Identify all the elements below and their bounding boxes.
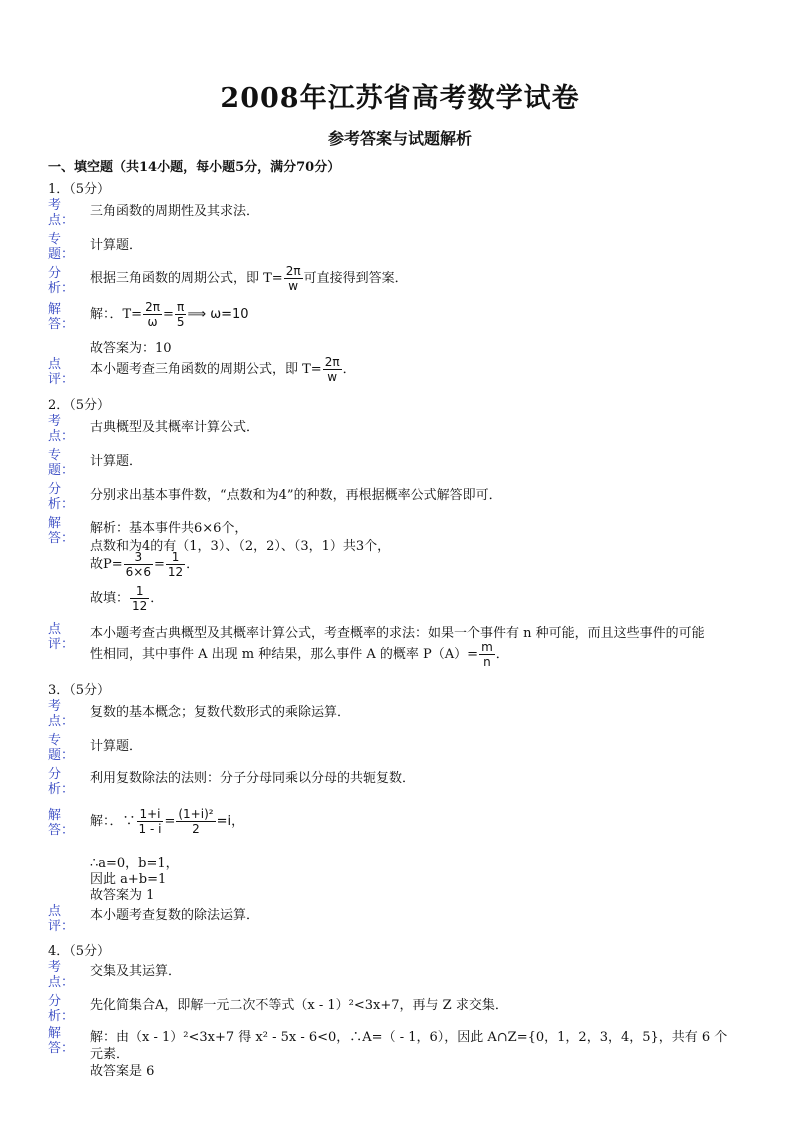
q1-jie-frac2-num: π: [175, 300, 187, 315]
q2-jie4-post: ．: [150, 591, 164, 606]
q3-jie-frac1-den: 1 - i: [138, 822, 162, 836]
page-subtitle: 参考答案与试题解析: [327, 129, 472, 148]
q2-jie3-post: ．: [186, 557, 200, 572]
q1-zhuanti-text: 计算题．: [90, 238, 143, 253]
q1-dian-fraction: [323, 355, 342, 384]
q1-jieda-text: [90, 300, 249, 329]
q2-jie3-frac1-num: 3: [124, 550, 153, 565]
q3-fenxi-text: 利用复数除法的法则：分子分母同乘以分母的共轭复数．: [90, 771, 416, 786]
q1-dianping-label: 点评：: [48, 357, 75, 387]
q1-jie-pre: 解：．T=: [90, 307, 143, 322]
q3-jie-frac2-den: 2: [192, 822, 200, 836]
q1-fenxi-num: 2π: [285, 264, 301, 278]
q2-jie4-num: 1: [130, 584, 149, 599]
q4-fenxi-text: 先化简集合A，即解一元二次不等式（x - 1）²<3x+7，再与 Z 求交集．: [90, 998, 508, 1013]
q3-jie-frac1: [137, 807, 164, 836]
q1-kaodian-text: 三角函数的周期性及其求法．: [90, 204, 260, 219]
q1-fenxi-label: 分析：: [48, 266, 75, 296]
q1-jie-frac2-den: 5: [176, 315, 185, 329]
q1-answer: 故答案为：10: [90, 341, 172, 356]
q4-jieda-label: 解答：: [48, 1026, 75, 1056]
q2-jie3-frac2-den: 12: [167, 565, 184, 579]
q1-jie-post: ⟹ ω=10: [187, 307, 249, 322]
q2-jie4-pre: 故填：: [90, 591, 130, 606]
q2-fenxi-text: 分别求出基本事件数，“点数和为4”的种数，再根据概率公式解答即可．: [90, 488, 502, 503]
q2-fenxi-label: 分析：: [48, 482, 75, 512]
q3-kaodian-label: 考点：: [48, 699, 75, 729]
question-4-number: 4．（5分）: [48, 944, 111, 959]
q4-kaodian-label: 考点：: [48, 960, 75, 990]
q3-jie-frac2: [176, 807, 215, 836]
q3-line2: ∴a=0，b=1，: [90, 856, 179, 871]
q2-jie3-pre: 故P=: [90, 557, 123, 572]
q2-dian-line1: 本小题考查古典概型及其概率计算公式，考查概率的求法：如果一个事件有 n 种可能，而且这些事件的可能: [90, 626, 705, 641]
q2-dian2-fraction: [479, 640, 495, 669]
q2-kaodian-text: 古典概型及其概率计算公式．: [90, 420, 260, 435]
q2-jie3-eq: =: [153, 557, 165, 572]
question-3-number: 3．（5分）: [48, 683, 111, 698]
q2-jie-line1: 解析：基本事件共6×6个，: [90, 521, 248, 536]
q4-jie-line1: 解：由（x - 1）²<3x+7 得 x² - 5x - 6<0，∴A=（ - 1，6），因此 A∩Z={0，1，2，3，4，5}，共有 6 个: [90, 1030, 728, 1045]
q2-dian2-pre: 性相同，其中事件 A 出现 m 种结果，那么事件 A 的概率 P（A）=: [90, 647, 479, 662]
q2-jieda-label: 解答：: [48, 516, 75, 546]
q4-jie-line2: 元素．: [90, 1047, 130, 1062]
q1-kaodian-label: 考点：: [48, 198, 75, 228]
q1-jie-frac1-den: ω: [147, 315, 158, 329]
q2-jie-line2: 点数和为4的有（1，3）、（2，2）、（3，1）共3个，: [90, 539, 391, 554]
q3-fenxi-label: 分析：: [48, 767, 75, 797]
q4-fenxi-label: 分析：: [48, 994, 75, 1024]
q2-jie4-fraction: [130, 584, 149, 613]
q3-zhuanti-text: 计算题．: [90, 739, 143, 754]
q2-zhuanti-label: 专题：: [48, 448, 75, 478]
q1-fenxi-post: 可直接得到答案．: [303, 271, 408, 286]
q2-jie-line4: [90, 584, 163, 613]
q2-jie4-den: 12: [132, 599, 148, 613]
q3-dianping-text: 本小题考查复数的除法运算．: [90, 908, 260, 923]
q3-jie-eq: =: [164, 814, 176, 829]
section-heading: 一、填空题（共14小题，每小题5分，满分70分）: [48, 160, 341, 175]
q1-fenxi-fraction: [284, 264, 303, 293]
q3-jie-frac2-num: (1+i)²: [178, 807, 214, 821]
q2-kaodian-label: 考点：: [48, 414, 75, 444]
q2-jie-line3: [90, 550, 199, 579]
q1-zhuanti-label: 专题：: [48, 232, 75, 262]
q1-dian-num: 2π: [324, 355, 340, 369]
q1-fenxi-text: [90, 264, 408, 293]
question-2-number: 2．（5分）: [48, 398, 111, 413]
q2-dian2-num: m: [481, 640, 493, 654]
q1-dianping-text: [90, 355, 356, 384]
q1-dian-pre: 本小题考查三角函数的周期公式，即 T=: [90, 362, 322, 377]
q1-fenxi-den: w: [288, 279, 299, 293]
q1-jie-eq: =: [162, 307, 174, 322]
q1-jie-frac2: [175, 300, 187, 329]
q2-dian2-post: ．: [495, 647, 509, 662]
q2-zhuanti-text: 计算题．: [90, 454, 143, 469]
q3-kaodian-text: 复数的基本概念；复数代数形式的乘除运算．: [90, 705, 351, 720]
q2-dianping-label: 点评：: [48, 622, 75, 652]
q2-dian-line2: [90, 640, 509, 669]
q3-answer: 故答案为 1: [90, 888, 155, 903]
q3-zhuanti-label: 专题：: [48, 733, 75, 763]
q2-jie3-frac1: [124, 550, 153, 579]
q1-jie-frac1-num: 2π: [145, 300, 160, 314]
q3-dianping-label: 点评：: [48, 904, 75, 934]
q1-jieda-label: 解答：: [48, 302, 75, 332]
page-title: 2008年江苏省高考数学试卷: [220, 83, 580, 114]
q2-jie3-frac2-num: 1: [166, 550, 185, 565]
q3-jie-post: =i，: [216, 814, 245, 829]
q3-jie-pre: 解：．∵: [90, 814, 136, 829]
q1-dian-den: w: [327, 370, 338, 384]
q4-kaodian-text: 交集及其运算．: [90, 964, 182, 979]
q3-jieda-text: [90, 807, 244, 836]
q2-dian2-den: n: [483, 655, 491, 669]
q4-answer: 故答案是 6: [90, 1064, 155, 1079]
q1-fenxi-pre: 根据三角函数的周期公式，即 T=: [90, 271, 283, 286]
q2-jie3-frac2: [166, 550, 185, 579]
q3-jie-frac1-num: 1+i: [137, 807, 164, 822]
question-1-number: 1．（5分）: [48, 182, 111, 197]
q1-jie-frac1: [143, 300, 162, 329]
q2-jie3-frac1-den: 6×6: [125, 565, 151, 579]
q1-dian-post: ．: [342, 362, 356, 377]
q3-line3: 因此 a+b=1: [90, 872, 167, 887]
q3-jieda-label: 解答：: [48, 808, 75, 838]
